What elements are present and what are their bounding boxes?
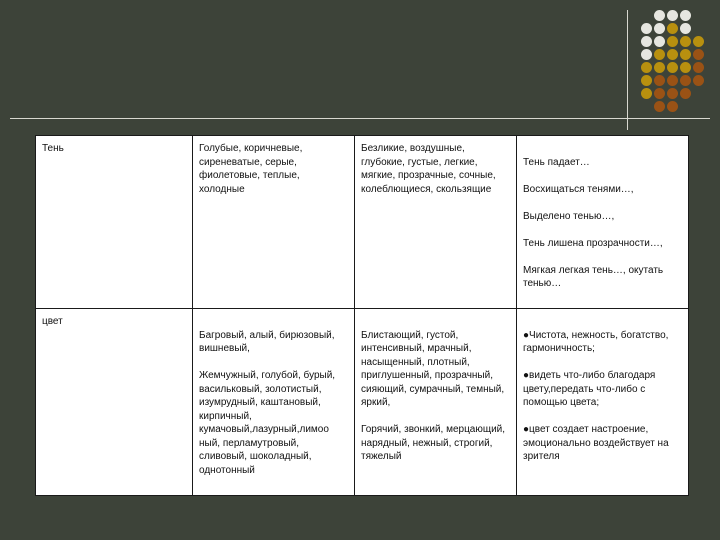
decorative-dot — [654, 62, 665, 73]
decorative-dot — [654, 36, 665, 47]
decorative-dot — [667, 36, 678, 47]
decorative-dot — [654, 88, 665, 99]
decorative-dot — [693, 75, 704, 86]
decorative-dot — [654, 10, 665, 21]
decorative-dot — [641, 23, 652, 34]
decorative-horizontal-line — [10, 118, 710, 119]
decorative-dot — [654, 75, 665, 86]
decorative-dot — [667, 62, 678, 73]
decorative-dot — [641, 49, 652, 60]
phrases-cell-shadow — [517, 136, 689, 309]
decorative-dot — [641, 62, 652, 73]
decorative-dot — [667, 10, 678, 21]
table-row-shadow — [36, 136, 689, 309]
decorative-dot — [693, 36, 704, 47]
decorative-dot — [654, 49, 665, 60]
phrase-line: Тень лишена прозрачности…, — [523, 237, 663, 249]
adjective-list-part: Блистающий, густой, интенсивный, мрачный, насыщенный, плотный, приглушенный, прозрачный, сияющий, сумрачный, темный, яркий, — [361, 329, 505, 408]
decorative-dot — [654, 101, 665, 112]
decorative-dot — [654, 23, 665, 34]
colors-cell-color — [193, 309, 355, 496]
term-cell-color: цвет — [36, 309, 193, 496]
decorative-dot — [680, 10, 691, 21]
color-list-part: Багровый, алый, бирюзовый, вишневый, — [199, 329, 335, 354]
decorative-dot — [693, 49, 704, 60]
decorative-dot — [680, 88, 691, 99]
decorative-dot — [680, 75, 691, 86]
decorative-dot — [680, 23, 691, 34]
phrase-line: Тень падает… — [523, 156, 590, 168]
adjective-list-part: Горячий, звонкий, мерцающий, нарядный, нежный, строгий, тяжелый — [361, 424, 506, 462]
table-row-color — [36, 309, 689, 496]
decorative-dot — [667, 88, 678, 99]
bullet-item: ●видеть что-либо благодаря цвету,передать что-либо с помощью цвета; — [523, 370, 656, 408]
colors-cell-shadow: Голубые, коричневые, сиреневатые, серые, фиолетовые, теплые, холодные — [193, 136, 355, 309]
bullet-item: ●Чистота, нежность, богатство, гармоничность; — [523, 329, 669, 354]
phrases-cell-color — [517, 309, 689, 496]
decorative-dot — [667, 75, 678, 86]
decorative-dot — [667, 101, 678, 112]
decorative-dot — [680, 49, 691, 60]
phrase-line: Выделено тенью…, — [523, 210, 615, 222]
adjectives-cell-shadow: Безликие, воздушные, глубокие, густые, легкие, мягкие, прозрачные, сочные, колеблющиеся, скользящие — [355, 136, 517, 309]
decorative-dot — [680, 62, 691, 73]
phrase-line: Мягкая легкая тень…, окутать тенью… — [523, 264, 664, 289]
color-list-part: Жемчужный, голубой, бурый, васильковый, золотистый, изумрудный, каштановый, кирпичный, кумачовый,лазурный,лимоо ный, перламутровый, сливовый, шоколадный, однотонный — [199, 370, 336, 476]
decorative-vertical-line — [627, 10, 628, 130]
decorative-dot — [667, 23, 678, 34]
adjectives-cell-color — [355, 309, 517, 496]
phrase-line: Восхищаться тенями…, — [523, 183, 634, 195]
decorative-dot — [641, 36, 652, 47]
decorative-dot — [641, 88, 652, 99]
decorative-dot — [693, 62, 704, 73]
bullet-item: ●цвет создает настроение, эмоционально воздействует на зрителя — [523, 424, 669, 462]
decorative-dot — [667, 49, 678, 60]
decorative-dot — [641, 75, 652, 86]
comparison-table — [35, 135, 689, 496]
decorative-dot — [680, 36, 691, 47]
term-cell-shadow: Тень — [36, 136, 193, 309]
